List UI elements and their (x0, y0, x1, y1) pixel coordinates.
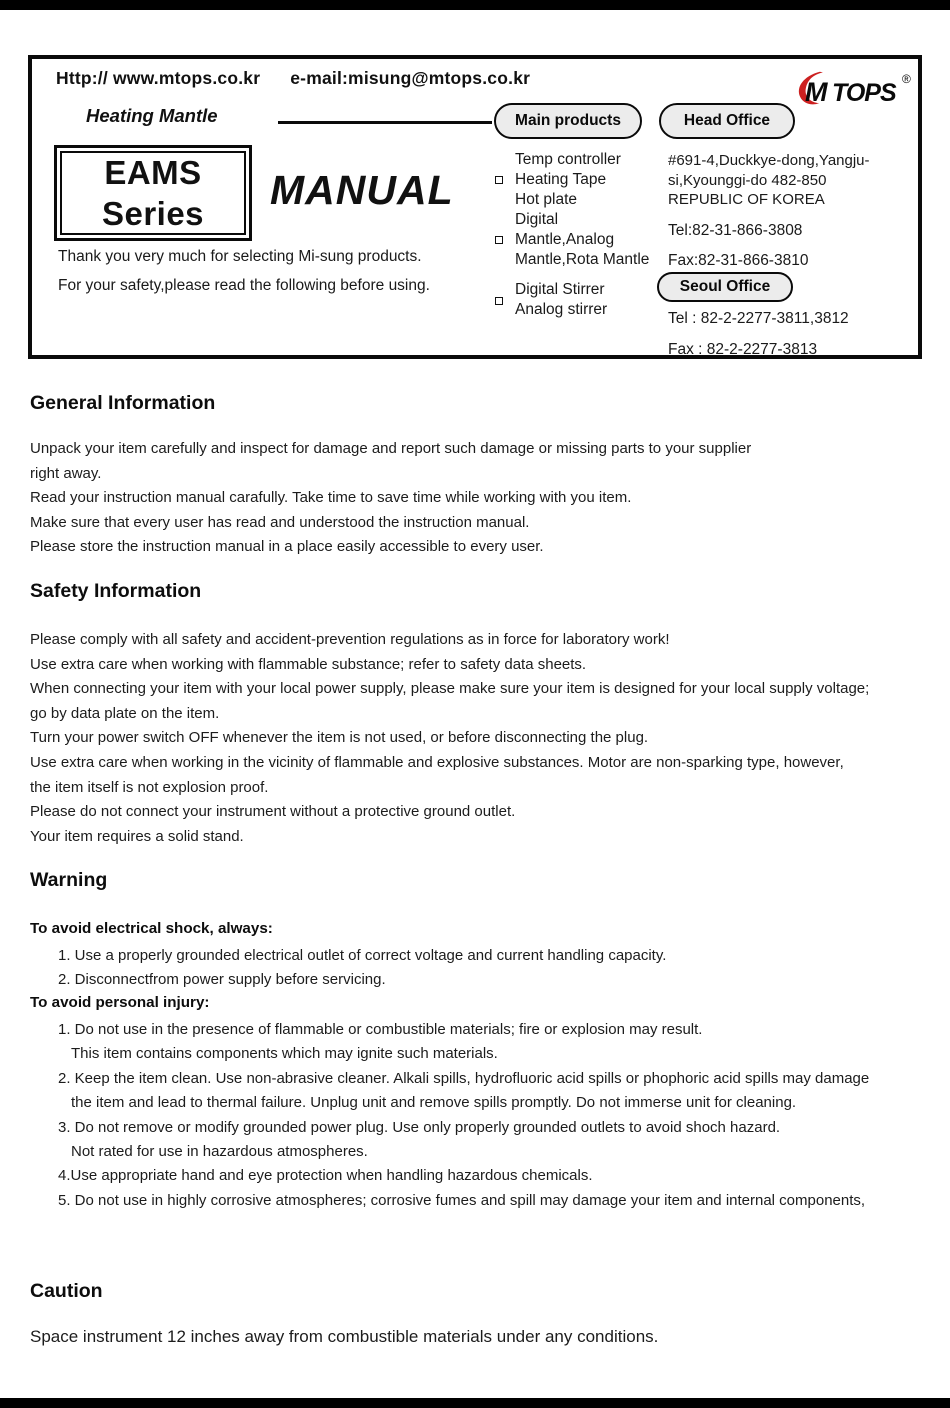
safety-information-paragraph (30, 628, 869, 849)
website-email-line (56, 68, 530, 89)
caution-heading: Caution (30, 1280, 103, 1302)
product-group-controllers (495, 150, 685, 210)
general-information-paragraph (30, 437, 751, 560)
list-item-continuation: Not rated for use in hazardous atmospheres. (71, 1143, 368, 1161)
text-line: the item itself is not explosion proof. (30, 778, 269, 796)
seoul-office-tel: Tel : 82-2-2277-3811,3812 (668, 310, 849, 327)
list-item-continuation: This item contains components which may ignite such materials. (71, 1045, 498, 1063)
header-box (28, 55, 922, 359)
personal-injury-subheading: To avoid personal injury: (30, 994, 210, 1011)
product-item: Digital Stirrer (515, 281, 605, 298)
electrical-shock-list (58, 944, 666, 993)
product-item: Heating Tape (515, 171, 607, 188)
list-item-continuation: the item and lead to thermal failure. Unplug unit and remove spills promptly. Do not immerse unit for cleaning. (71, 1094, 797, 1112)
thanks-line-2: For your safety,please read the following before using. (58, 277, 430, 294)
text-line: Make sure that every user has read and understood the instruction manual. (30, 513, 530, 531)
website-url: Http:// www.mtops.co.kr (56, 68, 261, 88)
product-item: Temp controller (515, 151, 621, 168)
svg-text:M: M (805, 77, 828, 107)
divider-line (278, 121, 492, 124)
electrical-shock-subheading: To avoid electrical shock, always: (30, 920, 273, 937)
square-bullet-icon (495, 176, 503, 184)
warning-heading: Warning (30, 869, 108, 891)
svg-text:®: ® (902, 72, 911, 86)
main-products-label: Main products (515, 112, 621, 129)
text-line: Use extra care when working in the vicinity of flammable and explosive substances. Motor are non-sparking type, however, (30, 753, 844, 771)
list-item: 2. Keep the item clean. Use non-abrasive cleaner. Alkali spills, hydrofluoric acid spills or phophoric acid spills may damage (58, 1069, 870, 1087)
bottom-edge-bar (0, 1398, 950, 1408)
list-item: 4.Use appropriate hand and eye protection when handling hazardous chemicals. (58, 1167, 593, 1185)
text-line: Use extra care when working with flammable substance; refer to safety data sheets. (30, 655, 587, 673)
address-line: REPUBLIC OF KOREA (668, 191, 825, 208)
address-line: #691-4,Duckkye-dong,Yangju- (668, 152, 870, 169)
head-office-label: Head Office (683, 112, 771, 129)
text-line: Read your instruction manual carafully. Take time to save time while working with you item. (30, 489, 632, 507)
list-item: 5. Do not use in highly corrosive atmospheres; corrosive fumes and spill may damage your item and internal components, (58, 1191, 866, 1209)
seoul-office-pill (657, 272, 793, 302)
product-item: Mantle,Rota Mantle (515, 251, 650, 268)
product-item: Analog stirrer (515, 301, 608, 318)
general-information-heading: General Information (30, 392, 216, 414)
text-line: right away. (30, 464, 102, 482)
text-line: When connecting your item with your local power supply, please make sure your item is designed for your local supply voltage; (30, 680, 870, 698)
main-products-pill (494, 103, 642, 139)
head-office-pill (659, 103, 795, 139)
list-item: 1. Do not use in the presence of flammable or combustible materials; fire or explosion may result. (58, 1021, 703, 1038)
mtops-logo (792, 70, 916, 110)
product-item: Hot plate (515, 191, 578, 208)
text-line: Please do not connect your instrument without a protective ground outlet. (30, 803, 516, 821)
list-item: 1. Use a properly grounded electrical outlet of correct voltage and current handling capacity. (58, 947, 667, 964)
text-line: Unpack your item carefully and inspect for damage and report such damage or missing parts to your supplier (30, 440, 752, 457)
top-edge-bar (0, 0, 950, 10)
mtops-logo-icon (792, 70, 916, 110)
head-office-address (668, 151, 914, 210)
head-office-fax: Fax:82-31-866-3810 (668, 252, 809, 269)
caution-text: Space instrument 12 inches away from combustible materials under any conditions. (30, 1327, 659, 1346)
text-line: Turn your power switch OFF whenever the item is not used, or before disconnecting the plug. (30, 729, 649, 747)
product-item: Mantle,Analog (515, 231, 615, 248)
square-bullet-icon (495, 236, 503, 244)
safety-information-heading: Safety Information (30, 580, 202, 602)
text-line: Please store the instruction manual in a place easily accessible to every user. (30, 538, 544, 556)
series-box (54, 145, 252, 241)
product-item: Digital (515, 211, 559, 228)
series-name: EAMS (104, 154, 202, 191)
svg-text:TOPS: TOPS (832, 79, 896, 107)
series-word: Series (101, 195, 205, 232)
product-group-mantles (495, 210, 685, 270)
thanks-line-1: Thank you very much for selecting Mi-sung products. (58, 248, 422, 265)
text-line: Please comply with all safety and accident-prevention regulations as in force for laboratory work! (30, 631, 670, 648)
seoul-office-label: Seoul Office (679, 278, 771, 295)
seoul-office-fax: Fax : 82-2-2277-3813 (668, 341, 818, 358)
head-office-tel: Tel:82-31-866-3808 (668, 222, 803, 239)
square-bullet-icon (495, 297, 503, 305)
text-line: Your item requires a solid stand. (30, 827, 244, 845)
address-line: si,Kyounggi-do 482-850 (668, 171, 827, 189)
personal-injury-list (58, 1018, 869, 1213)
manual-title: MANUAL (270, 167, 454, 213)
list-item: 3. Do not remove or modify grounded power plug. Use only properly grounded outlets to avoid shoch hazard. (58, 1118, 781, 1136)
series-box-inner (60, 151, 246, 235)
product-line-title: Heating Mantle (86, 105, 218, 126)
list-item: 2. Disconnectfrom power supply before servicing. (58, 971, 386, 989)
email-address: e-mail:misung@mtops.co.kr (290, 68, 531, 88)
text-line: go by data plate on the item. (30, 704, 220, 722)
